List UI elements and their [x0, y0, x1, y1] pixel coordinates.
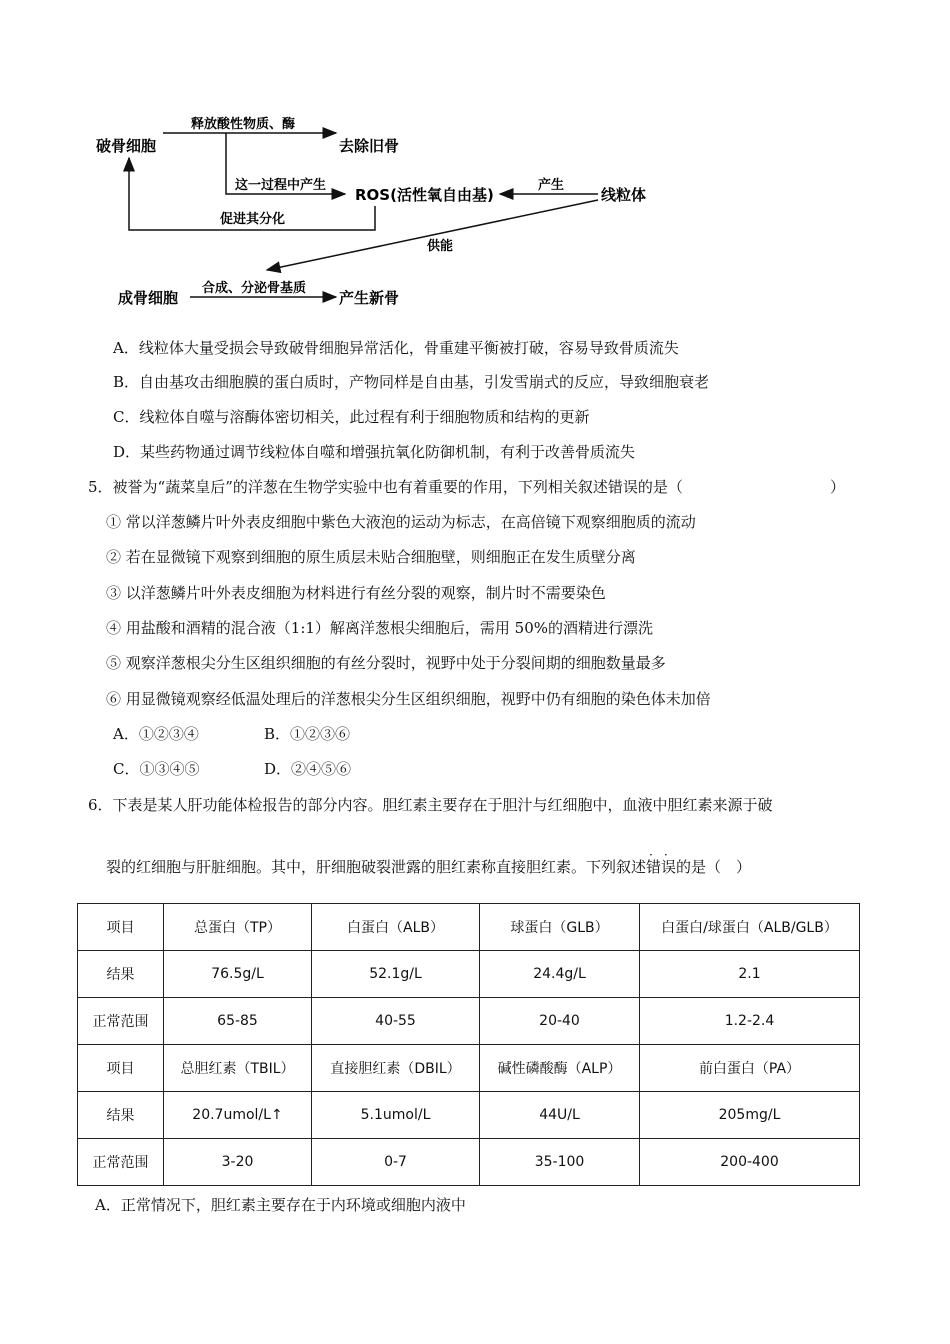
q5-stem: 5．被誉为“蔬菜皇后”的洋葱在生物学实验中也有着重要的作用，下列相关叙述错误的是（ [88, 478, 683, 496]
synthesis-label: 合成、分泌骨基质 [202, 281, 307, 296]
table-cell: 20-40 [480, 998, 640, 1045]
osteoblast-label: 成骨细胞 [118, 289, 179, 307]
liver-function-table [77, 903, 860, 1186]
table-cell: 直接胆红素（DBIL） [312, 1045, 480, 1092]
table-row [78, 951, 860, 998]
promote-label: 促进其分化 [220, 212, 286, 227]
table-cell: 44U/L [480, 1092, 640, 1139]
q6-stem-line2 [106, 848, 752, 878]
table-cell: 20.7umol/L↑ [164, 1092, 312, 1139]
q4-option-c: C．线粒体自噬与溶酶体密切相关，此过程有利于细胞物质和结构的更新 [113, 408, 590, 426]
q6-stem-emphasis: · · 错误 [646, 848, 677, 876]
q5-option-c: C．①③④⑤ [113, 760, 200, 778]
q5-item-2: ② 若在显微镜下观察到细胞的原生质层未贴合细胞壁，则细胞正在发生质壁分离 [106, 548, 636, 566]
table-row [78, 904, 860, 951]
produce-label: 产生 [538, 178, 565, 193]
table-cell: 205mg/L [640, 1092, 860, 1139]
table-cell: 前白蛋白（PA） [640, 1045, 860, 1092]
table-cell: 球蛋白（GLB） [480, 904, 640, 951]
q5-item-5: ⑤ 观察洋葱根尖分生区组织细胞的有丝分裂时，视野中处于分裂间期的细胞数量最多 [106, 654, 666, 672]
q5-option-b: B．①②③⑥ [264, 725, 351, 743]
supply-label: 供能 [427, 239, 454, 254]
q5-option-a: A．①②③④ [113, 725, 199, 743]
table-cell: 76.5g/L [164, 951, 312, 998]
q4-option-d: D．某些药物通过调节线粒体自噬和增强抗氧化防御机制，有利于改善骨质流失 [113, 443, 636, 461]
q5-item-4: ④ 用盐酸和酒精的混合液（1:1）解离洋葱根尖细胞后，需用 50%的酒精进行漂洗 [106, 619, 654, 637]
table-row [78, 1045, 860, 1092]
table-cell: 正常范围 [78, 1139, 164, 1186]
q5-stem-close: ） [830, 478, 846, 496]
ros-label: ROS(活性氧自由基) [355, 186, 494, 204]
table-cell: 0-7 [312, 1139, 480, 1186]
q5-option-d: D．②④⑤⑥ [264, 760, 352, 778]
q6-stem-post: 的是（ ） [676, 858, 752, 876]
q6-stem-line1: 6．下表是某人肝功能体检报告的部分内容。胆红素主要存在于胆汁与红细胞中，血液中胆红素来源于破 [88, 796, 773, 814]
table-cell: 65-85 [164, 998, 312, 1045]
remove-old-bone-label: 去除旧骨 [339, 137, 400, 155]
arrow-supply [267, 200, 598, 270]
table-cell: 24.4g/L [480, 951, 640, 998]
q6-option-a: A．正常情况下，胆红素主要存在于内环境或细胞内液中 [95, 1196, 466, 1214]
table-cell: 2.1 [640, 951, 860, 998]
table-cell: 5.1umol/L [312, 1092, 480, 1139]
bone-remodeling-diagram [0, 0, 950, 320]
table-cell: 35-100 [480, 1139, 640, 1186]
q5-item-6: ⑥ 用显微镜观察经低温处理后的洋葱根尖分生区组织细胞，视野中仍有细胞的染色体未加倍 [106, 690, 711, 708]
table-cell: 3-20 [164, 1139, 312, 1186]
table-cell: 总胆红素（TBIL） [164, 1045, 312, 1092]
table-cell: 正常范围 [78, 998, 164, 1045]
table-cell: 40-55 [312, 998, 480, 1045]
table-row [78, 1139, 860, 1186]
table-row [78, 1092, 860, 1139]
table-cell: 1.2-2.4 [640, 998, 860, 1045]
table-cell: 结果 [78, 951, 164, 998]
q4-option-a: A．线粒体大量受损会导致破骨细胞异常活化，骨重建平衡被打破，容易导致骨质流失 [113, 339, 679, 357]
table-cell: 200-400 [640, 1139, 860, 1186]
mitochondria-label: 线粒体 [601, 186, 647, 204]
table-cell: 项目 [78, 904, 164, 951]
q4-option-b: B．自由基攻击细胞膜的蛋白质时，产物同样是自由基，引发雪崩式的反应，导致细胞衰老 [113, 373, 710, 391]
table-row [78, 998, 860, 1045]
osteoclast-label: 破骨细胞 [96, 137, 157, 155]
table-cell: 白蛋白/球蛋白（ALB/GLB） [640, 904, 860, 951]
table-cell: 白蛋白（ALB） [312, 904, 480, 951]
table-cell: 52.1g/L [312, 951, 480, 998]
table-cell: 项目 [78, 1045, 164, 1092]
new-bone-label: 产生新骨 [339, 289, 400, 307]
q6-stem-pre: 裂的红细胞与肝脏细胞。其中，肝细胞破裂泄露的胆红素称直接胆红素。下列叙述 [106, 858, 647, 876]
q5-item-3: ③ 以洋葱鳞片叶外表皮细胞为材料进行有丝分裂的观察，制片时不需要染色 [106, 584, 606, 602]
table-cell: 碱性磷酸酶（ALP） [480, 1045, 640, 1092]
release-label: 释放酸性物质、酶 [191, 117, 296, 132]
process-label: 这一过程中产生 [235, 178, 327, 193]
q5-item-1: ① 常以洋葱鳞片叶外表皮细胞中紫色大液泡的运动为标志，在高倍镜下观察细胞质的流动 [106, 513, 696, 531]
table-cell: 总蛋白（TP） [164, 904, 312, 951]
table-cell: 结果 [78, 1092, 164, 1139]
